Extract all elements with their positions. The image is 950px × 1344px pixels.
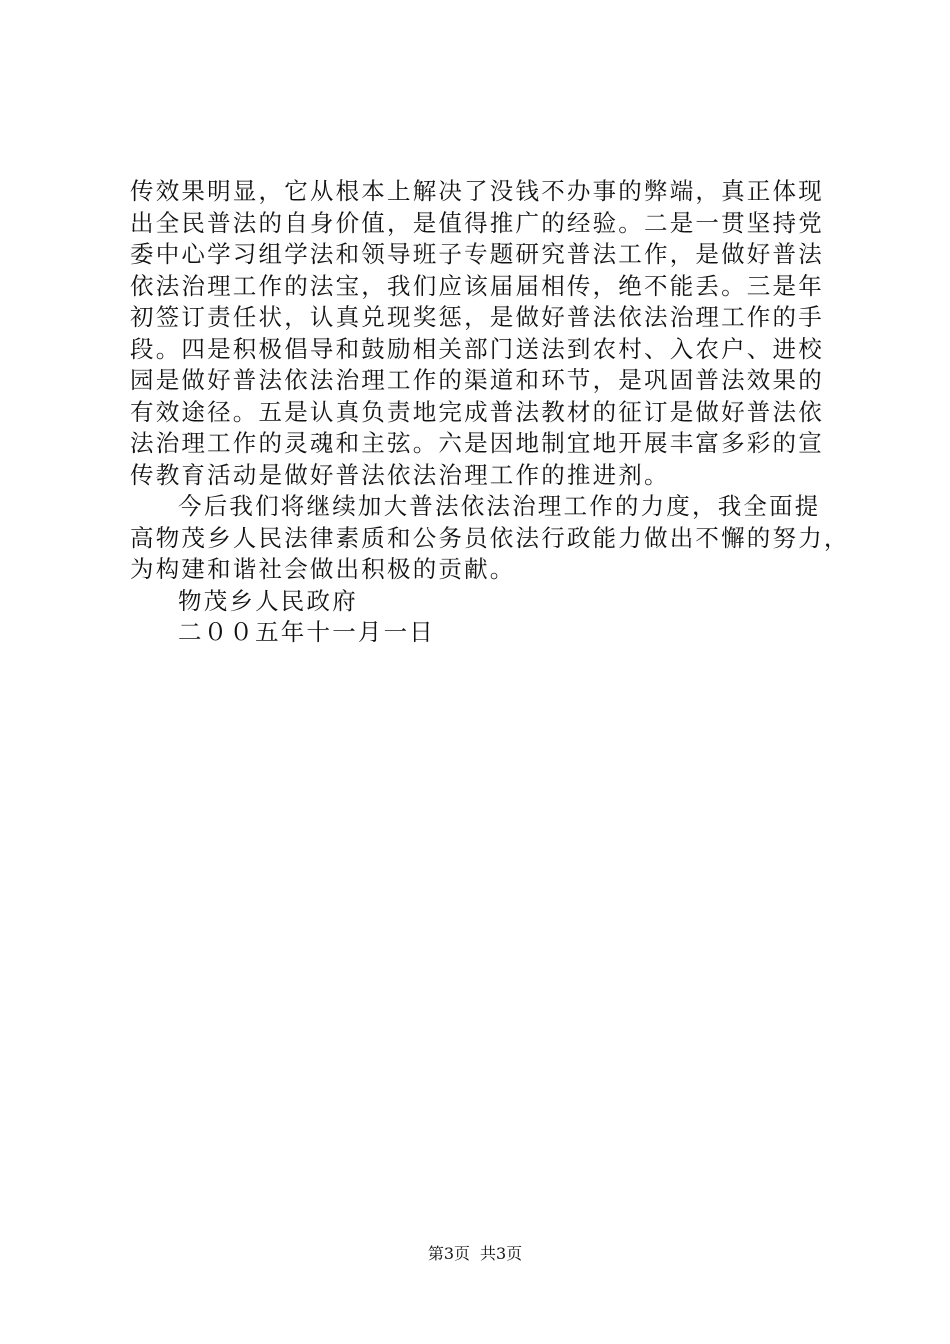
- paragraph-line: 有效途径。五是认真负责地完成普法教材的征订是做好普法依: [130, 397, 824, 426]
- closing-paragraph-line: 为构建和谐社会做出积极的贡献。: [130, 555, 516, 583]
- paragraph-line: 出全民普法的自身价值，是值得推广的经验。二是一贯坚持党: [130, 208, 824, 237]
- signature: 物茂乡人民政府: [178, 586, 358, 615]
- page-number: 第3页: [427, 1244, 470, 1263]
- paragraph-line: 传教育活动是做好普法依法治理工作的推进剂。: [130, 460, 670, 489]
- paragraph-line: 段。四是积极倡导和鼓励相关部门送法到农村、入农户、进校: [130, 334, 824, 363]
- paragraph-line: 传效果明显，它从根本上解决了没钱不办事的弊端，真正体现: [130, 177, 824, 205]
- paragraph-line: 依法治理工作的法宝，我们应该届届相传，绝不能丢。三是年: [130, 271, 824, 300]
- document-body: [130, 176, 850, 649]
- page-footer: [0, 1244, 950, 1264]
- closing-paragraph-line: 今后我们将继续加大普法依法治理工作的力度，我全面提: [178, 492, 821, 520]
- paragraph-line: 法治理工作的灵魂和主弦。六是因地制宜地开展丰富多彩的宣: [130, 429, 824, 457]
- paragraph-line: 园是做好普法依法治理工作的渠道和环节，是巩固普法效果的: [130, 366, 824, 394]
- paragraph-line: 初签订责任状，认真兑现奖惩，是做好普法依法治理工作的手: [130, 303, 824, 331]
- closing-paragraph-line: 高物茂乡人民法律素质和公务员依法行政能力做出不懈的努力，: [130, 523, 850, 552]
- page-total: 共3页: [480, 1244, 523, 1263]
- document-date: 二００五年十一月一日: [178, 618, 435, 646]
- paragraph-line: 委中心学习组学法和领导班子专题研究普法工作，是做好普法: [130, 240, 824, 268]
